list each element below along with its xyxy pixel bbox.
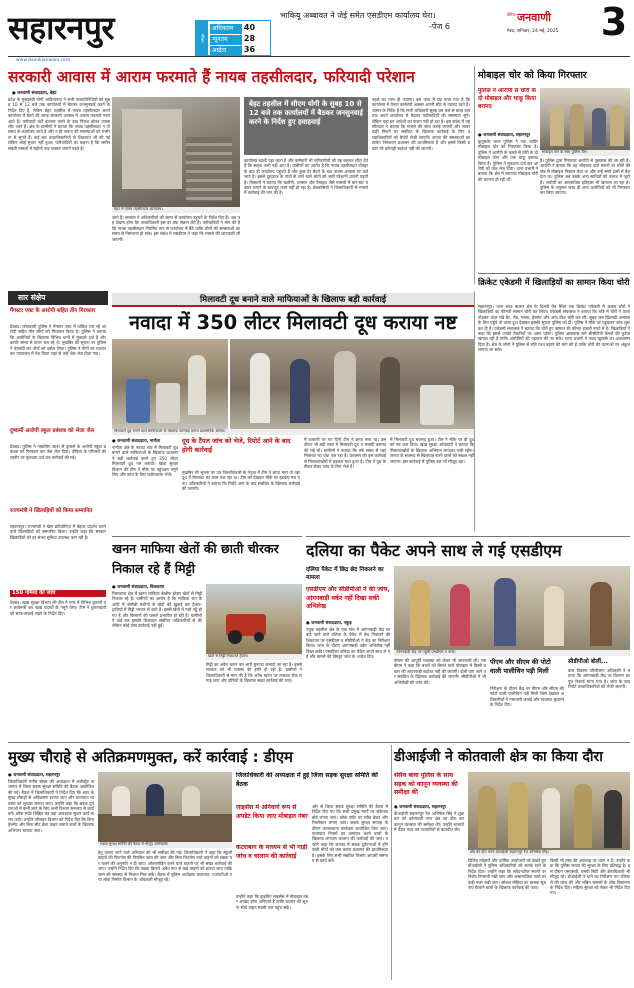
dalia-headline: दलिया का पैकेट अपने साथ ले गई एसडीएम [306, 541, 562, 560]
mobile-caption: मोबाइल चोर के साथ पुलिस टीम। [540, 150, 630, 156]
photo-drum [156, 383, 180, 423]
column-rule [474, 66, 475, 284]
lead-text-col4: पहले का चला ही जाएगा। इस जांच में यह पाया गया है कि कार्यालय में तैनात कर्मचारी अक्सर अपनी सीट से नदारद रहते हैं। शासन के निर्देश हैं कि सभी अधिकारी सुबह दस बजे से बारह बजे तक अपने कार्यालय में बैठकर फरियादियों की समस्याएं सुनें। लेकिन यहां इन आदेशों का पालन नहीं हो रहा है। इस संबंध में तहसीलदार ने बताया कि मामले की जांच कराई जाएगी और लापरवाही मिलने पर संबंधित के खिलाफ कार्रवाई के लिए उच्चाधिकारियों को रिपोर्ट भेजी जाएगी। जनता की समस्याओं का त्वरित निस्तारण प्रशासन की प्राथमिकता है और इसमें किसी प्रकार की कोताही बर्दाश्त नहीं की जाएगी। [372, 97, 470, 151]
section-rule [478, 273, 630, 274]
encroach-text-col1: जिलाधिकारी मनीष बंसल की अध्यक्षता में कलेक्ट्रेट सभागार में जिला सड़क सुरक्षा समिति की बैठक आयोजित की गई। बैठक में जिलाधिकारी ने निर्देश दिए कि शहर के मुख्य चौराहों से अतिक्रमण हटाया जाए और यातायात व्यवस्था को सुचारू बनाया जाए। उन्होंने कहा कि सड़क दुर्घटनाओं में कमी लाने के लिए सभी विभाग समन्वय से कार्य करें। ब्लैक स्पॉट चिह्नित कर वहां आवश्यक सुधार कार्य कराए जाएं। उन्होंने परिवहन विभाग को निर्देश दिए कि बिना हेलमेट और बिना सीट बेल्ट वाहन चलाने वालों के खिलाफ अभियान चलाया जाए। [8, 779, 94, 833]
summary-item-title: 150 गमियों की जांच [10, 590, 106, 597]
summary-item-text: देवबंद। पुलिस ने नाबालिग छात्रा से दुष्कर्म के आरोपी स्कूल प्रबंधक को गिरफ्तार कर जेल भेज दिया। पीड़िता के परिजनों की तहरीर पर मुकदमा दर्ज कर कार्रवाई की गई। [10, 444, 106, 460]
traffic-kicker: सीडीपीओ बोलीं... [568, 659, 608, 665]
photo-person [590, 582, 612, 646]
lead-byline: ● जनवाणी संवाददाता, बेहट [12, 90, 57, 95]
photo-person [410, 580, 430, 646]
weather-value: 40 [243, 23, 256, 32]
weather-row-max [210, 23, 270, 33]
encroach-deck3: कटराबाग के माध्यम से भी गाड़ी जांच व चालान की कार्रवाई [236, 844, 308, 860]
column-rule [474, 291, 475, 531]
brand-block [505, 10, 600, 54]
weather-row-min [210, 34, 270, 44]
photo-person [146, 784, 164, 816]
weather-value: 36 [243, 45, 256, 54]
milk-byline: ● जनवाणी संवाददाता, नानौता [112, 438, 161, 443]
milk-kicker: मिलावटी दूध बनाने वाले माफियाओं के खिलाफ बड़ी कार्रवाई [112, 293, 474, 307]
photo-person [182, 786, 200, 816]
dalia-text-col2: पोषण की आपूर्ति व्यवस्था को लेकर भी जानकारी ली। एसडीएम ने कहा कि बच्चों को मिलने वाले पोषाहार में किसी प्रकार की लापरवाही बर्दाश्त नहीं की जाएगी। दोषी पाए जाने पर संबंधित के खिलाफ कार्रवाई की जाएगी। सीडीपीओ ने भी अभिलेखों की जांच की। [394, 658, 486, 685]
encroach-byline: ● जनवाणी संवाददाता, सहारनपुर [8, 772, 61, 777]
masthead-rule [8, 56, 630, 63]
weather-value: 28 [243, 34, 256, 43]
summary-title: सार संक्षेप [18, 293, 46, 302]
masthead-teaser [280, 10, 450, 50]
photo-person [550, 106, 564, 146]
milk-caption: मिलावटी दूध बनाने वाले माफियाओं के खिलाफ कार्रवाई करता प्रशासनिक अमला। [112, 429, 474, 435]
brand-name: जनवाणी [517, 11, 552, 24]
mining-text-col2: मिट्टी का अवैध खनन कर भारी मुनाफा कमाया जा रहा है। इससे सरकार को भी राजस्व की हानि हो रही है। ग्रामीणों ने जिलाधिकारी से मांग की है कि अवैध खनन पर तत्काल रोक लगाई जाए और दोषियों के खिलाफ सख्त कार्रवाई की जाए। [206, 662, 302, 684]
weather-label: अधिकतम [210, 24, 242, 34]
encroach-deck: जिलाधिकारी की अध्यक्षता में हुई जिला सड़क सुरक्षा समिति की बैठक [236, 772, 378, 788]
photo-table [98, 814, 232, 842]
milk-photo-2 [230, 339, 474, 429]
photo-person [380, 357, 400, 423]
traffic-headline: पीएम और सीएम की पोटो वाली पालीथिन पड़ी मिली [490, 658, 551, 675]
photo-stairs [186, 137, 232, 201]
lead-text-col3: कार्यालय खाली पड़ा रहता है और कर्मचारी भी फरियादियों को यह कहकर लौटा देते हैं कि साहब अभी नहीं आए हैं। ग्रामीणों का आरोप है कि नायब तहसीलदार दोपहर के बाद ही कार्यालय पहुंचते हैं और कुछ देर बैठने के बाद वापस आवास पर चले जाते हैं। इससे दूरदराज के गांवों से आने वाले लोगों को भारी परेशानी उठानी पड़ती है। किसानों ने बताया कि खतौनी, वरासत और पैमाइश जैसे मामलों में बार-बार चक्कर लगाने के बावजूद काम नहीं हो रहा है। क्षेत्रवासियों ने जिलाधिकारी से मामले में कार्रवाई की मांग की है। [244, 158, 368, 196]
summary-item-text: सहारनपुर। राज्यमंत्री ने खेल प्रतियोगिता में बेहतर प्रदर्शन करने वाले खिलाड़ियों को सम्मानित किया। उन्होंने कहा कि सरकार खिलाड़ियों को हर संभव सुविधा उपलब्ध करा रही है। [10, 524, 106, 540]
section-rule [306, 536, 630, 537]
column-rule [391, 745, 392, 980]
photo-wheel [254, 632, 264, 642]
encroach-deck2: लाइसेंस में अनिवार्य रूप से अपडेट किया जाए मोबाइल नंबर [236, 804, 308, 820]
traffic-text: निरीक्षण के दौरान केंद्र पर पीएम और सीएम की फोटो वाली पालीथिन पड़ी मिली जिसे देखकर अधिकारियों ने नाराजगी जताई और व्यवस्था सुधारने के निर्देश दिए। [490, 686, 564, 708]
mining-headline: खनन माफिया खेतों की छाती चीरकर निकाल रहे हैं मिट्टी [112, 541, 279, 576]
milk-headline: नवादा में 350 लीटर मिलावटी दूध कराया नष्ट [129, 311, 457, 334]
encroach-caption: सड़क सुरक्षा समिति की बैठक में मौजूद अधिकारी। [98, 842, 232, 848]
brand-small: दैनिक [507, 12, 516, 17]
mobile-byline: ● जनवाणी संवाददाता, सहारनपुर [478, 132, 531, 137]
lead-headline: सरकारी आवास में आराम फरमाते हैं नायब तहसीलदार, फरियादी परेशान [8, 68, 415, 86]
encroach-text-col2: हेतु चलाए जाने वाले अभियान की भी समीक्षा की गई। जिलाधिकारी ने कहा कि स्कूली वाहनों की फिटनेस की नियमित जांच की जाए और बिना फिटनेस वाले वाहनों को सड़क पर चलने की अनुमति न दी जाए। ओवरलोडिंग करने वाले वाहनों पर भी सख्त कार्रवाई की जाए। उन्होंने निर्देश दिए कि सड़क किनारे अवैध रूप से खड़े वाहनों को हटाया जाए ताकि जाम की समस्या से निजात मिल सके। बैठक में पुलिस अधीक्षक यातायात, एआरटीओ तथा लोक निर्माण विभाग के अधिकारी मौजूद रहे। [98, 850, 232, 883]
lead-pull-quote: बेहट तहसील में सीएम योगी के सुबह 10 से 12 बजे तक कार्यालयों में बैठकर जनसुनवाई करने के निर्देश हुए हवाहवाई [244, 97, 368, 155]
photo-wall [122, 109, 182, 189]
weather-box [195, 20, 271, 56]
milk-text-col2: मुखबिर की सूचना पर उप जिलाधिकारी के नेतृत्व में टीम ने छापा मारा तो वहां दूध में मिलावट का काम चल रहा था। टीम को देखकर मौके पर हड़कंप मच गया। अधिकारियों ने बताया कि रिपोर्ट आने के बाद संबंधित के खिलाफ कार्रवाई की जाएगी। [182, 470, 300, 492]
milk-photo-1 [112, 339, 228, 429]
mobile-photo [540, 88, 630, 150]
dig-photo [468, 772, 630, 850]
lead-photo [112, 97, 240, 207]
milk-text-col4: में मिलावटी दूध बरामद हुआ। टीम ने मौके पर ही दूध को नष्ट करा दिया। खाद्य सुरक्षा अधिकारी ने बताया कि मिलावटखोरों के खिलाफ अभियान लगातार जारी रहेगा। जनता के स्वास्थ्य से खिलवाड़ करने वालों को बख्शा नहीं जाएगा। इस कार्रवाई में पुलिस बल भी मौजूद रहा। [390, 437, 474, 464]
weather-label: न्यूनतम [210, 35, 242, 45]
photo-person [570, 104, 584, 146]
milk-highlight: दूध के टैंपल जांच को भेजे, रिपोर्ट आने के बाद होगी कार्रवाई [182, 437, 291, 454]
lead-text-col2: जाते हैं। सरकार ने अधिकारियों को समय से कार्यालय पहुंचने के निर्देश दिए हैं। अब यह देखना होगा कि उच्चाधिकारी इस पर क्या संज्ञान लेते हैं। फरियादियों ने मांग की है कि नायब तहसीलदार नियमित रूप से कार्यालय में बैठें ताकि लोगों की समस्याओं का समय से निस्तारण हो सके। इस संबंध में एसडीएम ने कहा कि मामले की जानकारी ली जाएगी। [112, 215, 240, 242]
dig-byline: ● जनवाणी संवाददाता, सहारनपुर [394, 804, 447, 809]
mining-caption: खेतों से मिट्टी निकालते ट्रैक्टर। [206, 654, 302, 660]
summary-item-title: गैंगस्टर एक्ट के आरोपी सहित तीन गिरफ्तार [10, 308, 96, 314]
cricket-text: सहारनपुर। थाना सदर बाजार क्षेत्र के दिल्ली रोड स्थित एक क्रिकेट एकेडमी में अज्ञात चोरों ने खिलाड़ियों का कीमती सामान चोरी कर लिया। एकेडमी संचालक ने बताया कि रात्रि में चोरों ने ताला तोड़कर अंदर रखे बैट, पैड, ग्लव्स, हेलमेट और अन्य किट चोरी कर लीं। सुबह जब खिलाड़ी अभ्यास के लिए पहुंचे तो ताला टूटा देखकर इसकी सूचना पुलिस को दी। पुलिस ने मौके पर पहुंचकर जांच शुरू कर दी है। एकेडमी संचालक ने बताया कि चोरी हुए सामान की कीमत हजारों रुपये में है। खिलाड़ियों ने कहा कि इससे उनकी तैयारियों पर असर पड़ेगा। पुलिस आसपास लगे सीसीटीवी कैमरों की फुटेज खंगाल रही है ताकि आरोपियों की पहचान की जा सके। थाना प्रभारी ने जल्द खुलासे का आश्वासन दिया है। क्षेत्र के लोगों ने पुलिस से रात्रि गश्त बढ़ाने की मांग की है ताकि चोरी की घटनाओं पर अंकुश लगाया जा सके। [478, 304, 630, 353]
photo-wheel [228, 630, 242, 644]
photo-drum [126, 379, 150, 423]
dalia-text-col1: नकुड़ तहसील क्षेत्र के एक गांव में आंगनबाड़ी केंद्र पर बांटे जाने वाले दलिया के पैकेट में छेद निकलने की शिकायत पर एसडीएम व सीडीपीओ ने केंद्र का निरीक्षण किया। जांच के दौरान आंगनबाड़ी वर्कर अभिलेख नहीं दिखा सकी। एसडीएम दलिया का पैकेट अपने साथ ले गईं और मामले की विस्तृत जांच के आदेश दिए। [306, 627, 390, 660]
photo-person [574, 784, 592, 848]
dig-text-col2: विभिन्न त्योहारों और धार्मिक आयोजनों को देखते हुए डीआईजी ने पुलिस अधिकारियों को सतर्क रहने के निर्देश दिए। उन्होंने कहा कि संवेदनशील स्थानों पर विशेष निगरानी रखी जाए और असामाजिक तत्वों पर कड़ी नजर रखी जाए। सोशल मीडिया पर भ्रामक सूचनाएं फैलाने वालों के खिलाफ कार्रवाई की जाए। [468, 858, 546, 891]
dig-deck: सेसैथ बावा पुलिस के साथ सड़क को कानून व्यवस्था की समीक्षा की [394, 772, 458, 797]
dateline: मेरठ, शनिवार, 24 मई, 2025 [507, 29, 559, 34]
encroach-headline: मुख्य चौराहे से अतिक्रमणमुक्त, करें कार्रवाई : डीएम [8, 748, 293, 766]
cricket-headline: क्रिकेट एकेडमी में खिलाड़ियों का सामान किया चोरी [478, 277, 630, 287]
encroach-text-col4: ओर से जिला सड़क सुरक्षा समिति की बैठक में निर्देश दिए गए कि सभी प्रमुख मार्गों पर संकेतक बोर्ड लगाए जाएं। ब्लैक स्पॉट पर स्पीड ब्रेकर और रिफ्लेक्टर लगाए जाएं। सड़क सुरक्षा सप्ताह के दौरान जागरूकता कार्यक्रम आयोजित किए जाएं। यातायात नियमों का उल्लंघन करने वालों के खिलाफ लगातार चालान की कार्रवाई की जाए। उन्होंने कहा कि जनपद में सड़क दुर्घटनाओं में होने वाली मौतों को कम करना प्रशासन की प्राथमिकता है। इसके लिए सभी संबंधित विभाग आपसी समन्वय से कार्य करें। [312, 804, 388, 864]
summary-item-text: देवबंद। कोतवाली पुलिस ने गैंगस्टर एक्ट में वांछित चल रहे आरोपी सहित तीन लोगों को गिरफ्तार किया है। पुलिस ने बताया कि आरोपियों के खिलाफ विभिन्न थानों में मुकदमे दर्ज हैं और काफी समय से फरार चल रहे थे। मुखबिर की सूचना पर पुलिस ने घेराबंदी कर तीनों को दबोच लिया। पुलिस ने तीनों का चालान कर न्यायालय में पेश किया जहां से उन्हें जेल भेज दिया गया। [10, 324, 106, 357]
mining-byline: ● जनवाणी संवाददाता, चिलकाना [112, 584, 165, 589]
photo-person [542, 788, 560, 848]
photo-person [604, 790, 622, 848]
weather-label: आर्द्रता [210, 46, 242, 56]
mobile-text-2: है। पुलिस द्वारा गिरफ्तार आरोपी से पूछताछ की जा रही है। आरोपी ने बताया कि वह भीड़भाड़ वाले स्थानों पर लोगों की जेब से मोबाइल निकाल लेता था और उन्हें सस्ते दामों में बेच देता था। पुलिस अब उसके अन्य साथियों की तलाश में जुटी है। आरोपी का आपराधिक इतिहास भी खंगाला जा रहा है। पुलिस के अनुसार जल्द ही अन्य आरोपियों को भी गिरफ्तार कर लिया जाएगा। [540, 158, 630, 196]
mobile-headline: मोबाइल चोर को किया गिरफ्तार [478, 70, 587, 81]
photo-person [112, 786, 130, 816]
weather-row-humidity [210, 45, 270, 55]
photo-person [290, 359, 310, 423]
photo-person [250, 353, 270, 423]
masthead [0, 0, 634, 62]
dig-headline: डीआईजी ने कोतवाली क्षेत्र का किया दौरा [394, 749, 603, 765]
teaser-text: भाकियू अब्बावत ने जेई समेत एसडीएम कार्यालय घेरा। [280, 11, 436, 20]
photo-person [450, 584, 470, 646]
photo-person [188, 355, 206, 415]
teaser-page: -पेज 6 [429, 22, 450, 31]
summary-item-text: देवबंद। खाद्य सुरक्षा विभाग की टीम ने नगर में विभिन्न दुकानों पर छापेमारी कर खाद्य पदार्थों के नमूने लिए। टीम ने दुकानदारों को साफ-सफाई रखने के निर्देश दिए। [10, 600, 106, 616]
summary-list [8, 306, 108, 666]
site-url[interactable]: www.dainikjanwani.com [16, 58, 71, 63]
lead-photo-caption: बेहट में नायब तहसीलदार कार्यालय। [112, 207, 240, 213]
mining-photo [206, 584, 302, 654]
photo-person [334, 351, 356, 423]
dalia-deck: दलिया पैकेट में छिद्र छेद निकलने का मामला [306, 567, 384, 581]
encroach-photo [98, 772, 232, 842]
milk-text-col3: में डाकानी पर गत दिनों टीम ने छापा मारा था। उस दौरान भी बड़ी मात्रा में मिलावटी दूध व सामग्री बरामद की गई थी। ग्रामीणों ने बताया कि लंबे समय से यहां मिलावट का धंधा चल रहा है। प्रशासन की इस कार्रवाई से मिलावटखोरों में हड़कंप मचा हुआ है। टीम ने दूध के सैंपल लेकर जांच के लिए भेजे हैं। [304, 437, 386, 470]
mobile-deck: पुलिस ने आरोपी से चोरी के दो मोबाइल और चाकू किया बरामद [478, 88, 536, 110]
weather-side-label: मौसम [196, 21, 208, 55]
photo-drum [420, 385, 454, 425]
dig-text-col3: किसी भी तरह की अफवाह पर ध्यान न दें। उन्होंने कहा कि पुलिस जनता की सुरक्षा के लिए प्रतिबद्ध है। इस दौरान एसएसपी, एसपी सिटी और क्षेत्राधिकारी भी मौजूद रहे। डीआईजी ने थाने का निरीक्षण कर रजिस्टरों की जांच की और लंबित मामलों के शीघ्र निस्तारण के निर्देश दिए। महिला सुरक्षा को लेकर भी निर्देश दिए गए। [550, 858, 630, 896]
mobile-text: कुतुबशेर थाना पुलिस ने एक शातिर मोबाइल चोर को गिरफ्तार किया है। पुलिस ने आरोपी के कब्जे से चोरी के दो मोबाइल फोन और एक चाकू बरामद किया है। पुलिस ने मुकदमा दर्ज कर आरोपी को जेल भेज दिया। थाना प्रभारी ने बताया कि क्षेत्र में लगातार मोबाइल चोरी की घटनाएं हो रही थीं। [478, 139, 538, 182]
photo-person [508, 782, 528, 848]
milk-text-col1: नानौता क्षेत्र के नवादा गांव में मिलावटी दूध बनाने वाले माफियाओं के खिलाफ प्रशासन ने बड़ी कार्रवाई करते हुए 350 लीटर मिलावटी दूध नष्ट कराया। खाद्य सुरक्षा विभाग की टीम ने मौके पर पहुंचकर नमूने लिए और जांच के लिए प्रयोगशाला भेजे। [112, 445, 178, 478]
photo-person [478, 786, 496, 848]
photo-person [610, 105, 624, 146]
lead-text-col1: प्रदेश के मुख्यमंत्री योगी आदित्यनाथ ने सभी जनप्रतिनिधियों को सुबह 10 से 12 बजे तक कार्यालयों में बैठकर जनसुनवाई करने के निर्देश दिए हैं, लेकिन बेहट तहसील में नायब तहसीलदार अपने कार्यालय में बैठने की जगह सरकारी आवास में आराम फरमाते नजर आते हैं। फरियादी घंटों इंतजार करने के बाद निराश होकर वापस लौट जाते हैं। क्षेत्र के ग्रामीणों ने बताया कि नायब तहसीलदार न तो समय से कार्यालय आते हैं और न ही जनता की समस्याओं को गंभीरता से सुनते हैं। कई बार उच्चाधिकारियों से शिकायत भी की गई लेकिन कोई सुधार नहीं हुआ। फरियादियों का कहना है कि जमीन संबंधी मामलों में महीनों तक चक्कर लगाने पड़ते हैं। [8, 97, 110, 151]
cdpo-text: बाल विकास परियोजना अधिकारी ने बताया कि आंगनबाड़ी केंद्र पर वितरण का पूरा रिकार्ड मांगा गया है। जांच के बाद रिपोर्ट उच्चाधिकारियों को भेजी जाएगी। [568, 668, 630, 690]
page-number: 3 [600, 0, 628, 44]
encroach-text-col3: उन्होंने कहा कि ड्राइविंग लाइसेंस में मोबाइल नंबर अपडेट होना अनिवार्य है ताकि चालान की सूचना सीधे वाहन स्वामी तक पहुंच सके। [236, 894, 308, 910]
dalia-byline: ● जनवाणी संवाददाता, नकुड़ [306, 620, 352, 625]
photo-person [494, 578, 516, 646]
dalia-caption: आंगनबाड़ी केंद्र पर पहुंची एसडीएम व अन्य। [394, 650, 630, 656]
masthead-city: सहारनपुर [8, 9, 115, 47]
photo-person [592, 108, 606, 146]
photo-person [544, 586, 564, 646]
summary-item-title: राज्यमंत्री ने खिलाड़ियों को किया सम्मानित [10, 508, 93, 514]
mining-text-col1: चिलकाना क्षेत्र में खनन माफिया बेखौफ होकर खेतों से मिट्टी निकाल रहे हैं। ग्रामीणों का आरोप है कि माफिया रात के अंधेरे में जेसीबी मशीनों से खेतों की खुदाई कर ट्रैक्टर-ट्रालियों में मिट्टी भरकर ले जाते हैं। इससे खेतों में गहरे गड्ढे हो गए हैं और किसानों की फसलें प्रभावित हो रही हैं। ग्रामीणों ने कई बार इसकी शिकायत संबंधित अधिकारियों से की लेकिन कोई ठोस कार्रवाई नहीं हुई। [112, 591, 202, 629]
summary-header [8, 291, 108, 305]
dalia-deck2: एसडीएम और सीडीपीओ ने की जांच, आंगनबाड़ी वर्कर नहीं दिखा सकी अभिलेख [306, 586, 390, 610]
summary-item-title: दुष्कर्मी आरोपी स्कूल प्रबंधक को भेजा जेल [10, 428, 95, 434]
dig-text-col1: डीआईजी सहारनपुर रेंज अभिषेक सिंह ने शुक्रवार को कोतवाली नगर क्षेत्र का दौरा कर कानून व्यवस्था की समीक्षा की। उन्होंने बाजारों में पैदल गश्त कर व्यापारियों से बातचीत की। [394, 811, 464, 833]
section-rule [112, 536, 302, 537]
section-rule [8, 742, 630, 743]
dalia-photo [394, 566, 630, 650]
dig-caption: क्षेत्र का दौरा करते डीआईजी सहारनपुर रेंज अभिषेक सिंह। [468, 850, 630, 856]
